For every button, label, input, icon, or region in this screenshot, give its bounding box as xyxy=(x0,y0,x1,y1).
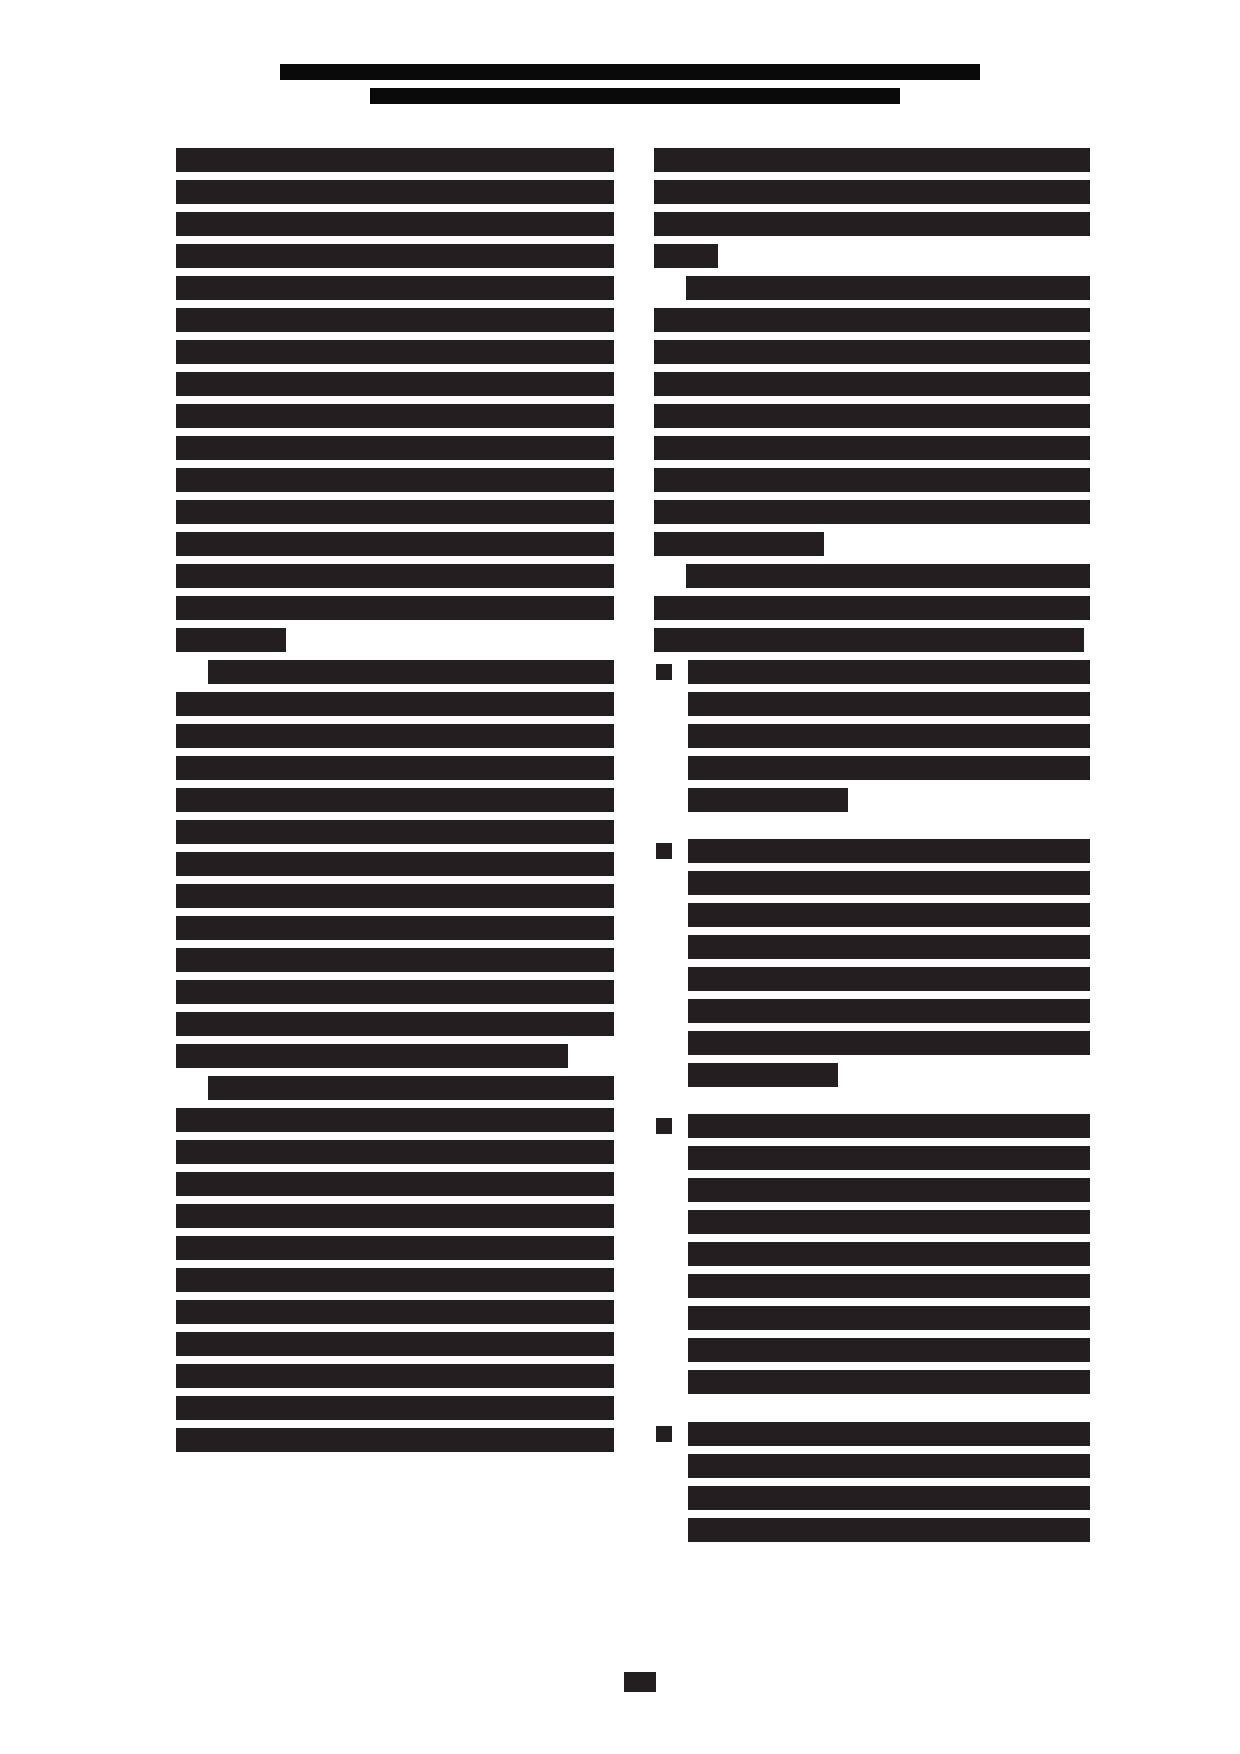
left-column-text-line xyxy=(176,820,614,844)
left-column-text-line xyxy=(176,372,614,396)
bullet-text-line xyxy=(688,1210,1090,1234)
bullet-text-line xyxy=(688,935,1090,959)
right-column-text-line xyxy=(654,372,1090,396)
left-column-text-line xyxy=(176,948,614,972)
right-column-text-line xyxy=(654,628,1084,652)
left-column-text-line xyxy=(176,564,614,588)
bullet-text-line xyxy=(688,1063,838,1087)
bullet-text-line xyxy=(688,1486,1090,1510)
page-number xyxy=(624,1672,656,1692)
bullet-text-line xyxy=(688,788,848,812)
right-column-text-line xyxy=(686,276,1090,300)
right-column-text-line xyxy=(654,596,1090,620)
bullet-marker-icon xyxy=(656,1118,672,1134)
bullet-text-line xyxy=(688,1454,1090,1478)
right-column-text-line xyxy=(654,148,1090,172)
bullet-text-line xyxy=(688,1242,1090,1266)
left-column-text-line xyxy=(176,404,614,428)
bullet-text-line xyxy=(688,660,1090,684)
right-column-text-line xyxy=(654,532,824,556)
left-column-text-line xyxy=(176,596,614,620)
bullet-text-line xyxy=(688,903,1090,927)
left-column-text-line xyxy=(176,916,614,940)
bullet-text-line xyxy=(688,1518,1090,1542)
right-column-text-line xyxy=(654,468,1090,492)
bullet-text-line xyxy=(688,1370,1090,1394)
bullet-marker-icon xyxy=(656,843,672,859)
right-column-text-line xyxy=(654,404,1090,428)
left-column-text-line xyxy=(176,1364,614,1388)
left-column-text-line xyxy=(208,1076,614,1100)
left-column-text-line xyxy=(176,500,614,524)
right-column-text-line xyxy=(654,212,1090,236)
left-column-text-line xyxy=(176,244,614,268)
left-column-text-line xyxy=(176,1396,614,1420)
bullet-text-line xyxy=(688,1338,1090,1362)
left-column-text-line xyxy=(176,756,614,780)
bullet-text-line xyxy=(688,1031,1090,1055)
right-column-text-line xyxy=(654,340,1090,364)
left-column-text-line xyxy=(176,724,614,748)
left-column-text-line xyxy=(176,1300,614,1324)
left-column-text-line xyxy=(176,276,614,300)
bullet-text-line xyxy=(688,1178,1090,1202)
bullet-text-line xyxy=(688,871,1090,895)
left-column-text-line xyxy=(176,532,614,556)
bullet-text-line xyxy=(688,1306,1090,1330)
bullet-text-line xyxy=(688,756,1090,780)
left-column-text-line xyxy=(176,436,614,460)
right-column-text-line xyxy=(654,244,718,268)
left-column-text-line xyxy=(176,1172,614,1196)
left-column-text-line xyxy=(176,980,614,1004)
bullet-marker-icon xyxy=(656,1426,672,1442)
bullet-text-line xyxy=(688,1114,1090,1138)
bullet-text-line xyxy=(688,1274,1090,1298)
bullet-marker-icon xyxy=(656,664,672,680)
running-header-line xyxy=(280,64,980,80)
left-column-text-line xyxy=(176,1012,614,1036)
left-column-text-line xyxy=(176,1140,614,1164)
left-column-text-line xyxy=(176,468,614,492)
bullet-text-line xyxy=(688,692,1090,716)
left-column-text-line xyxy=(176,1268,614,1292)
left-column-text-line xyxy=(208,660,614,684)
running-header-line xyxy=(370,88,900,104)
left-column-text-line xyxy=(176,1428,614,1452)
left-column-text-line xyxy=(176,212,614,236)
bullet-text-line xyxy=(688,839,1090,863)
right-column-text-line xyxy=(654,500,1090,524)
left-column-text-line xyxy=(176,788,614,812)
left-column-text-line xyxy=(176,1332,614,1356)
left-column-text-line xyxy=(176,308,614,332)
left-column-text-line xyxy=(176,180,614,204)
right-column-text-line xyxy=(654,308,1090,332)
left-column-text-line xyxy=(176,1108,614,1132)
left-column-text-line xyxy=(176,1044,568,1068)
left-column-text-line xyxy=(176,340,614,364)
right-column-text-line xyxy=(654,180,1090,204)
left-column-text-line xyxy=(176,148,614,172)
left-column-text-line xyxy=(176,692,614,716)
bullet-text-line xyxy=(688,724,1090,748)
left-column-text-line xyxy=(176,852,614,876)
left-column-text-line xyxy=(176,1204,614,1228)
bullet-text-line xyxy=(688,999,1090,1023)
bullet-text-line xyxy=(688,1146,1090,1170)
right-column-text-line xyxy=(686,564,1090,588)
right-column-text-line xyxy=(654,436,1090,460)
left-column-text-line xyxy=(176,884,614,908)
bullet-text-line xyxy=(688,967,1090,991)
bullet-text-line xyxy=(688,1422,1090,1446)
left-column-text-line xyxy=(176,1236,614,1260)
left-column-text-line xyxy=(176,628,286,652)
